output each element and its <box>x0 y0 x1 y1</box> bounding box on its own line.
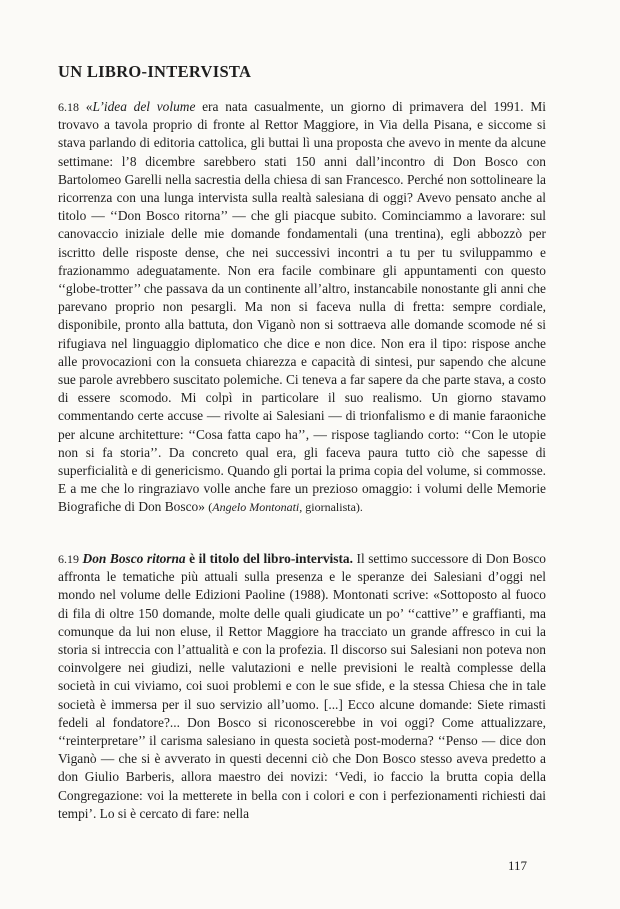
paragraph-number: 6.19 <box>58 552 79 566</box>
book-title: Don Bosco ritorna <box>82 551 186 566</box>
paragraph-body: era nata casualmente, un giorno di primavera del 1991. Mi trovavo a tavola proprio di fronte al Rettor Maggiore, in Via della Pisana, e siccome si stava parlando di editoria cattolica, gli buttai lì una proposta che avevo in mente da alcune settimane: l’8 dicembre sarebbero stati 150 anni dall’incontro di Don Bosco con Bartolomeo Garelli nella sacrestia della chiesa di san Francesco. Perché non sottolineare la ricorrenza con una lunga intervista sulla realtà salesiana di oggi? Avevo pensato anche al titolo — ‘‘Don Bosco ritorna’’ — che gli piacque subito. Cominciammo a lavorare: sul canovaccio iniziale delle mie domande fondamentali (una trentina), egli abbozzò per iscritto delle risposte dense, che nei successivi incontri a tu per tu sviluppammo e frazionammo adeguatamente. Non era facile combinare gli appuntamenti con questo ‘‘globe-trotter’’ che passava da un continente all’altro, instancabile nonostante gli anni che parevano proprio non pesargli. Ma non si faceva nulla di fretta: sempre cordiale, disponibile, pronto alla battuta, don Viganò non si sottraeva alle domande scomode né si rifugiava nel linguaggio diplomatico che dice e non dice. Non era il tipo: rispose anche alle provocazioni con la consueta chiarezza e capacità di sintesi, pur sapendo che alcune sue parole avrebbero suscitato polemiche. Ci teneva a far sapere da che parte stava, a costo di essere scomodo. Mi colpì in particolare il suo realismo. Un giorno stavamo commentando certe accuse — rivolte ai Salesiani — di trionfalismo e di manie faraoniche per alcune architetture: ‘‘Cosa fatta capo ha’’, — rispose tagliando corto: ‘‘Con le utopie non si fa storia’’. Da concreto qual era, gli faceva paura tutto ciò che sapesse di superficialità e di genericismo. Quando gli portai la prima copia del volume, si commosse. E a me che lo ringraziavo volle anche fare un prezioso omaggio: i volumi delle Memorie Biografiche di Don Bosco» <box>58 99 546 515</box>
paragraph-6-19 <box>58 550 546 823</box>
paragraph-6-18 <box>58 98 546 517</box>
paragraph-number: 6.18 <box>58 100 79 114</box>
open-quote: « <box>85 99 93 114</box>
source-author: Angelo Montonati, <box>212 500 303 515</box>
source-open-paren: ( <box>208 500 213 515</box>
page-number: 117 <box>508 858 528 873</box>
source-role: giornalista). <box>302 500 363 515</box>
paragraph-body: Il settimo successore di Don Bosco affronta le tematiche più attuali sulla presenza e le speranze dei Salesiani d’oggi nel mondo nel volume delle Edizioni Paoline (1988). Montonati scrive: «Sottoposto al fuoco di fila di oltre 150 domande, molte delle quali giudicate un po’ ‘‘cattive’’ e graffianti, ma comunque da lui non eluse, il Rettor Maggiore ha tracciato un grande affresco in cui la storia si intreccia con l’attualità e con la profezia. Il discorso sui Salesiani non poteva non coinvolgere nei giudizi, nelle valutazioni e nelle previsioni le realtà complesse della società in cui viviamo, coi suoi problemi e con le sue sfide, e la stessa Chiesa che in tale società è immersa per il suo servizio all’uomo. [...] Ecco alcune domande: Siete rimasti fedeli al fondatore?... Don Bosco si riconoscerebbe in voi oggi? Come attualizzare, ‘‘reinterpretare’’ il carisma salesiano in questa società post-moderna? ‘‘Penso — dice don Viganò — che si è avverato in questi decenni ciò che Don Bosco stesso aveva predetto a don Giulio Barberis, allora maestro dei novizi: ‘Vedi, io faccio la brutta copia della Congregazione: voi la metterete in bella con i colori e con i perfezionamenti richiesti dai tempi’. Lo si è cercato di fare: nella <box>58 551 547 821</box>
section-heading: UN LIBRO-INTERVISTA <box>58 62 252 81</box>
lead-statement: è il titolo del libro-intervista. <box>185 551 353 566</box>
quoted-title: L’idea del volume <box>92 99 196 114</box>
